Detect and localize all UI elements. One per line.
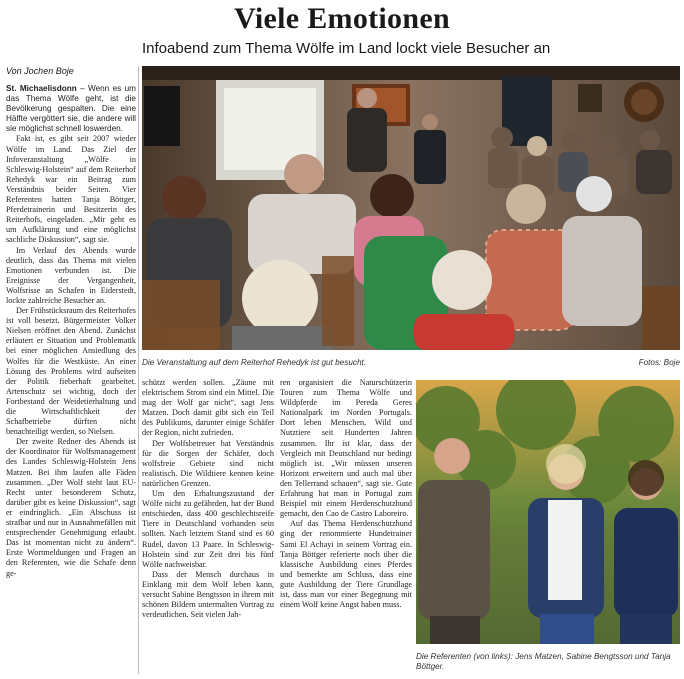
article-byline: Von Jochen Boje (6, 66, 74, 76)
speakers-photo-illustration (416, 380, 680, 644)
event-photo-caption: Die Veranstaltung auf dem Reiterhof Rehedyk ist gut besucht. (142, 358, 367, 367)
paragraph: Dass der Mensch durchaus in Einklang mit dem Wolf leben kann, versucht Sabine Bengtsson in ihrem mit schönen Bildern untermalten Vortrag zu verdeutlichen. Seit vielen Jah- (142, 569, 274, 620)
paragraph: Der Frühstücksraum des Reiterhofes ist voll besetzt. Bürgermeister Volker Nielsen eröffnet den Abend. Zunächst erläutert er Situation und Problematik bei einer möglichen Ansiedlung des Wolfes für die Westküste. An einer Lösung des Problems wird aufseiten der Politik fieberhaft gearbeitet. Artenschutz sei wichtig, doch der Fortbestand der Weidetierhaltung und die Wirtschaftlichkeit der Schafbetriebe dürften nicht benachteiligt werden, so Nielsen. (6, 306, 136, 437)
article-headline: Viele Emotionen (234, 2, 450, 35)
lead-place: St. Michaelisdonn (6, 84, 77, 93)
paragraph: schützt werden sollen. „Zäune mit elektrischem Strom sind ein Mittel. Die mag der Wolf gar nicht“, sagt Jens Matzen. Doch damit gibt sich ein Teil des Publikums, darunter einige Schäfer der Region, nicht zufrieden. (142, 378, 274, 438)
speakers-photo-caption: Die Referenten (von links): Jens Matzen, Sabine Bengtsson und Tanja Böttger. (416, 652, 671, 671)
paragraph: Im Verlauf des Abends wurde deutlich, dass das Thema mit vielen Emotionen verbunden ist. Die Ereignisse der Vergangenheit, Wolfsrisse an Schafen in Eiderstedt, lockte zahlreiche Besucher an. (6, 245, 136, 305)
event-photo-illustration (142, 66, 680, 350)
paragraph: Um den Erhaltungszustand der Wölfe nicht zu gefährden, hat der Bund entschieden, dass 400 geschlechtsreife Tiere in Deutschland vorhanden sein sollten. Nach letztem Stand sind es 60 Rudel, davon 13 Paare. In Schleswig-Holstein sind zur Zeit drei bis fünf Wölfe nachweisbar. (142, 489, 274, 569)
paragraph: Auf das Thema Herdenschutzhund ging der renommierte Hundetrainer Sami El Achayi in seinem Vortrag ein. Tanja Böttger referierte noch über die klassische Ausbildung eines Pferdes und bemerkte am Schluss, dass eine gute Ausbildung der Tiere Grundlage ist, dass man vor einer Begegnung mit einem Wolf keine Angst haben muss. (280, 519, 412, 610)
paragraph: Der Wolfsbetreuer hat Verständnis für die Sorgen der Schäfer, doch wolfsfreie Gebiete sind nicht realistisch. Die Wildtiere kennen keine natürlichen Grenzen. (142, 438, 274, 488)
text-column-2 (142, 378, 274, 676)
column-divider (138, 66, 139, 674)
paragraph: Fakt ist, es gibt seit 2007 wieder Wölfe im Land. Das Ziel der Infoveranstaltung „Wölfe in Schleswig-Holstein“ auf dem Reiterhof Rehedyk war ein Beitrag zum Verständnis beider Seiten. Vier Referenten hatten Tanja Böttger, Pferdetrainerin und Besitzerin des Reiterhofs, eingeladen. „Mir geht es um Aufklärung und eine möglichst sachliche Diskussion“, sagt sie. (6, 134, 136, 245)
speakers-photo (416, 380, 680, 644)
lead-paragraph (6, 84, 136, 134)
photo-credit: Fotos: Boje (638, 358, 680, 367)
event-photo (142, 66, 680, 350)
text-column-1 (6, 84, 136, 676)
lead-text: – Wenn es um das Thema Wölfe geht, ist die Bevölkerung gespalten. Die eine Hälfte vergöttert sie, die andere will sie möglichst schnell loswerden. (6, 84, 136, 134)
paragraph: ren organisiert die Naturschützerin Touren zum Thema Wölfe und Wildpferde im Pereda Geres Nationalpark im Norden Portugals. Dort leben Menschen, Wild und Nutztiere seit Hunderten Jahren zusammen. Ihr ist klar, dass der Vergleich mit Deutschland nur bedingt möglich ist. „Wir müssen unseren Horizont erweitern und auch mal über den Tellerrand schauen“, sagt sie. Gute Erfahrung hat man in Portugal zum Beispiel mit einem Herdenschutzhund gemacht, den Cao de Castro Laboreiro. (280, 378, 412, 519)
text-column-3 (280, 378, 412, 676)
article-subline: Infoabend zum Thema Wölfe im Land lockt viele Besucher an (142, 40, 551, 57)
paragraph: Der zweite Redner des Abends ist der Koordinator für Wolfsmanagement des Landes Schleswig-Holstein Jens Matzen. Bei ihm laufen alle Fäden zusammen. „Der Wolf steht laut EU-Recht unter besonderem Schutz, darüber gibt es keine Diskussion“, sagt er eindringlich. „Ein Abschuss ist strafbar und nur in Ausnahmefällen mit entsprechender Genehmigung erlaubt. Das ist momentan nicht zu ändern“. Erste Wortmeldungen und Fragen an den Referenten, wie die Schafe denn ge- (6, 437, 136, 578)
